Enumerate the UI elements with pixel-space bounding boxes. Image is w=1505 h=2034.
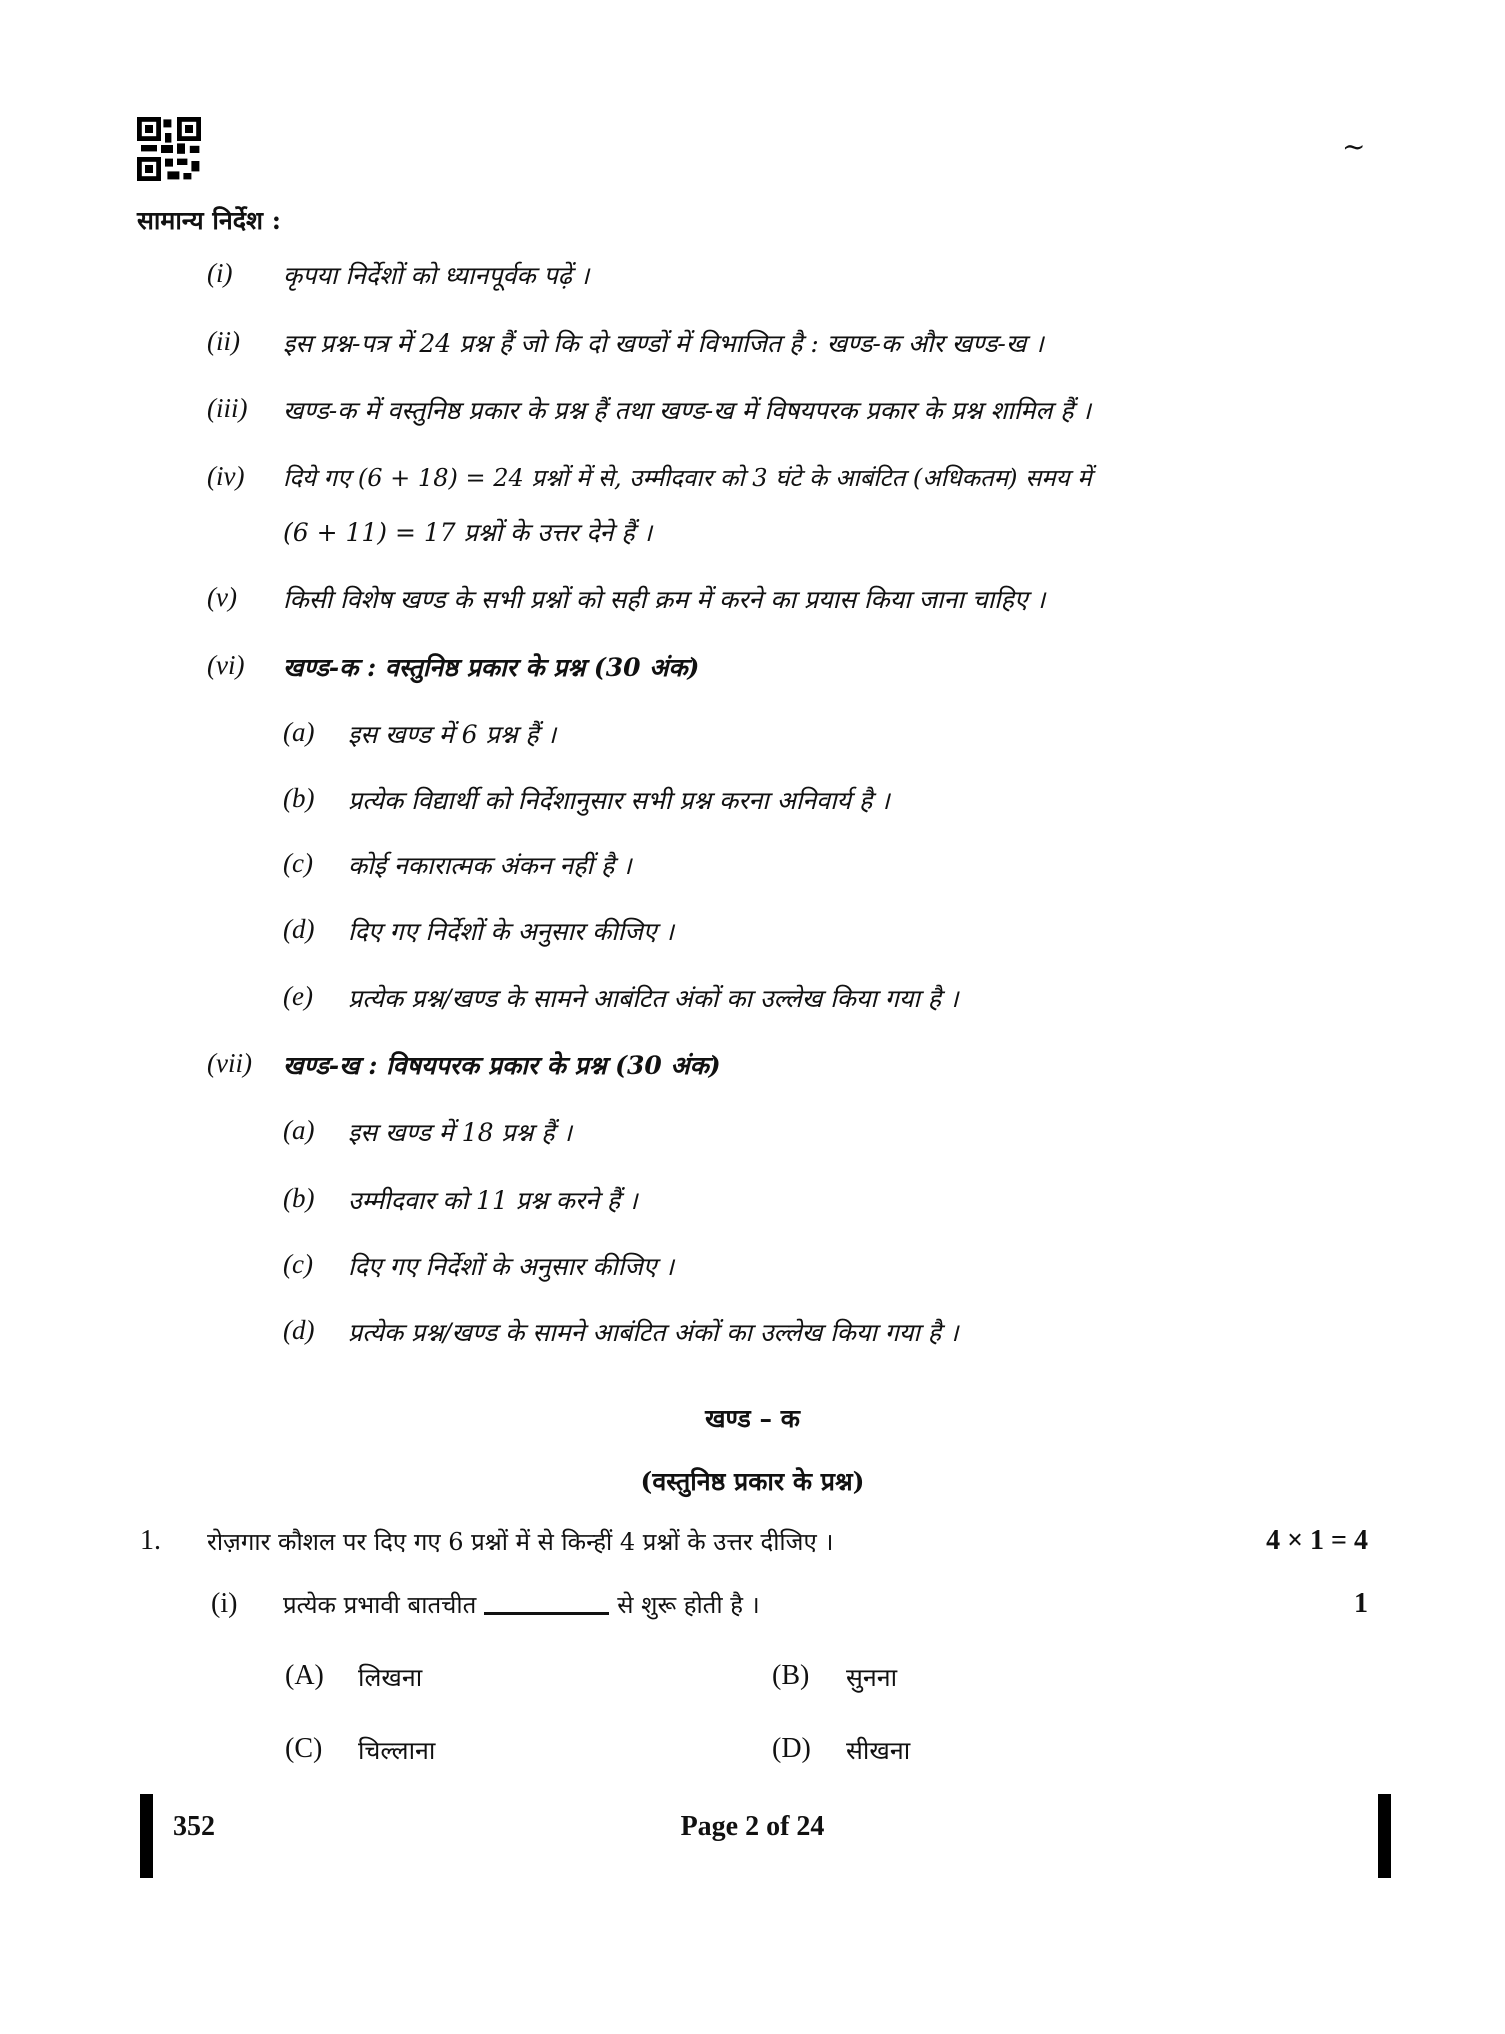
sub-text: उम्मीदवार को 11 प्रश्न करने हैं । <box>348 1186 638 1215</box>
sub-question-label: (i) <box>211 1588 238 1619</box>
instruction-text: किसी विशेष खण्ड के सभी प्रश्नों को सही क्रम में करने का प्रयास किया जाना चाहिए । <box>283 585 1046 614</box>
page-number: Page 2 of 24 <box>680 1811 825 1842</box>
section-b-heading: खण्ड-ख : विषयपरक प्रकार के प्रश्न (30 अंक) <box>283 1051 721 1080</box>
option-text: लिखना <box>358 1663 423 1692</box>
section-subtitle: (वस्तुनिष्ठ प्रकार के प्रश्न) <box>640 1467 865 1496</box>
sub-label: (e) <box>283 981 313 1011</box>
instruction-label: (vii) <box>207 1048 252 1078</box>
sub-text: इस खण्ड में 18 प्रश्न हैं । <box>348 1118 572 1147</box>
sub-text: दिए गए निर्देशों के अनुसार कीजिए । <box>348 917 675 946</box>
sub-text: प्रत्येक विद्यार्थी को निर्देशानुसार सभी प्रश्न करना अनिवार्य है । <box>348 786 890 815</box>
sub-text: इस खण्ड में 6 प्रश्न हैं । <box>348 720 557 749</box>
option-label: (C) <box>285 1733 323 1764</box>
instruction-text-continued: (6 + 11) = 17 प्रश्नों के उत्तर देने हैं । <box>283 518 653 547</box>
sub-question-text-before: प्रत्येक प्रभावी बातचीत <box>283 1591 477 1619</box>
instruction-text: खण्ड-क में वस्तुनिष्ठ प्रकार के प्रश्न हैं तथा खण्ड-ख में विषयपरक प्रकार के प्रश्न शामिल हैं । <box>283 396 1091 425</box>
sub-label: (c) <box>283 848 313 878</box>
question-marks: 4 × 1 = 4 <box>1266 1525 1368 1556</box>
question-text: रोज़गार कौशल पर दिए गए 6 प्रश्नों में से किन्हीं 4 प्रश्नों के उत्तर दीजिए । <box>207 1528 834 1556</box>
fill-in-blank <box>484 1612 609 1615</box>
sub-text: कोई नकारात्मक अंकन नहीं है । <box>348 851 632 880</box>
sub-text: दिए गए निर्देशों के अनुसार कीजिए । <box>348 1252 675 1281</box>
instruction-label: (i) <box>207 258 233 288</box>
sub-text: प्रत्येक प्रश्न/खण्ड के सामने आबंटित अंकों का उल्लेख किया गया है । <box>348 984 959 1013</box>
instruction-text: इस प्रश्न-पत्र में 24 प्रश्न हैं जो कि दो खण्डों में विभाजित है : खण्ड-क और खण्ड-ख । <box>283 329 1044 358</box>
instruction-label: (ii) <box>207 326 240 356</box>
footer-code: 352 <box>173 1811 215 1842</box>
sub-text: प्रत्येक प्रश्न/खण्ड के सामने आबंटित अंकों का उल्लेख किया गया है । <box>348 1318 959 1347</box>
sub-label: (d) <box>283 1315 315 1345</box>
sub-label: (a) <box>283 717 315 747</box>
sub-label: (b) <box>283 1183 315 1213</box>
section-title: खण्ड – क <box>705 1404 800 1433</box>
instruction-label: (v) <box>207 582 237 612</box>
instruction-label: (iv) <box>207 461 245 491</box>
sub-question-marks: 1 <box>1354 1588 1368 1619</box>
corner-mark: ~ <box>1342 130 1366 163</box>
instruction-label: (vi) <box>207 650 245 680</box>
sub-question-text-after: से शुरू होती है । <box>617 1591 760 1619</box>
sub-question-text <box>283 1588 760 1621</box>
option-label: (B) <box>772 1660 810 1691</box>
question-number: 1. <box>140 1525 161 1556</box>
sub-label: (a) <box>283 1115 315 1145</box>
option-text: सुनना <box>846 1663 898 1692</box>
option-text: चिल्लाना <box>358 1736 436 1765</box>
instructions-title: सामान्य निर्देश : <box>137 206 281 235</box>
option-label: (A) <box>285 1660 324 1691</box>
sub-label: (b) <box>283 783 315 813</box>
instruction-label: (iii) <box>207 393 248 423</box>
section-a-heading: खण्ड-क : वस्तुनिष्ठ प्रकार के प्रश्न (30 अंक) <box>283 653 700 682</box>
sub-label: (c) <box>283 1249 313 1279</box>
instruction-text: कृपया निर्देशों को ध्यानपूर्वक पढ़ें । <box>283 261 590 290</box>
qr-code-icon <box>137 117 201 181</box>
option-text: सीखना <box>846 1736 911 1765</box>
instruction-text: दिये गए (6 + 18) = 24 प्रश्नों में से, उम्मीदवार को 3 घंटे के आबंटित (अधिकतम) समय में <box>283 464 1092 492</box>
option-label: (D) <box>772 1733 811 1764</box>
sub-label: (d) <box>283 914 315 944</box>
